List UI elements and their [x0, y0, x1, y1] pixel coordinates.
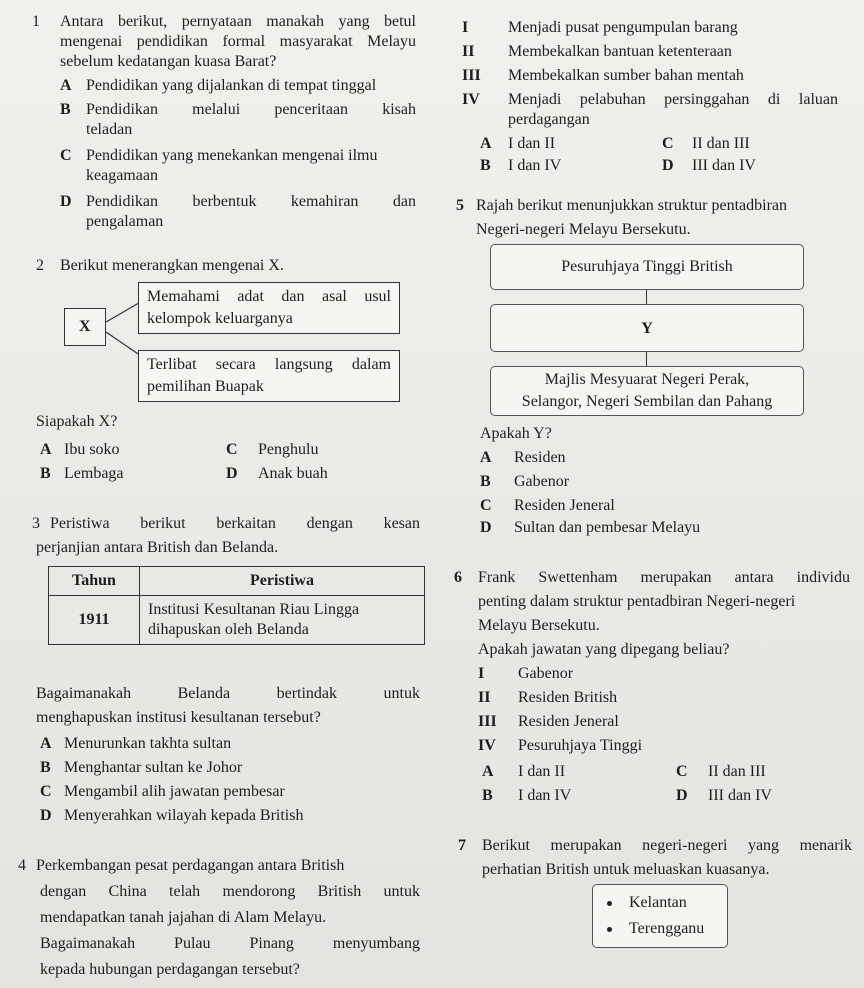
question-stem-line: kepada hubungan perdagangan tersebut? [40, 961, 300, 978]
statement-text: Gabenor [518, 665, 574, 682]
option-text: Pendidikan yang dijalankan di tempat tinggal [86, 77, 377, 94]
option-key: B [480, 473, 491, 490]
statement-num: II [478, 689, 491, 706]
statement-num: IV [462, 91, 480, 108]
bullet-icon [607, 927, 612, 932]
statement-text: Residen British [518, 689, 618, 706]
description-line: pemilihan Buapak [147, 378, 264, 395]
structure-label: Selangor, Negeri Sembilan dan Pahang [521, 393, 773, 410]
statement-num: III [462, 67, 481, 84]
statement-text: Residen Jeneral [518, 713, 619, 730]
question-number: 7 [458, 837, 466, 854]
option-key: B [60, 101, 71, 118]
question-number: 6 [454, 569, 462, 586]
statement-num: I [462, 19, 469, 36]
statement-num: II [462, 43, 475, 60]
question-stem-line: sebelum kedatangan kuasa Barat? [60, 53, 277, 70]
table-cell-event [140, 596, 425, 645]
option-text: II dan III [692, 135, 750, 152]
option-key: A [480, 135, 492, 152]
question-number: 4 [18, 857, 26, 874]
option-text: Residen [514, 449, 566, 466]
option-key: D [662, 157, 674, 174]
description-box-1 [138, 282, 400, 334]
bullet-icon [607, 901, 612, 906]
connector [646, 290, 647, 304]
option-key: D [60, 193, 72, 210]
option-key: A [40, 441, 52, 458]
states-box [592, 884, 728, 948]
question-stem-line: mengenai pendidikan formal masyarakat Melayu [60, 33, 416, 50]
statement-text: Menjadi pelabuhan persinggahan di laluan [508, 91, 838, 108]
question-stem-line: Rajah berikut menunjukkan struktur pentadbiran [476, 197, 788, 214]
option-text: Pendidikan melalui penceritaan kisah [86, 101, 416, 118]
option-key: A [60, 77, 72, 94]
option-text: I dan IV [508, 157, 562, 174]
option-text: Anak buah [258, 465, 328, 482]
option-key: C [676, 763, 688, 780]
option-text: III dan IV [708, 787, 772, 804]
structure-label: Pesuruhjaya Tinggi British [561, 258, 733, 275]
option-text: Lembaga [64, 465, 124, 482]
state-item: Kelantan [629, 894, 687, 911]
option-key: C [662, 135, 674, 152]
option-text: pengalaman [86, 213, 164, 230]
structure-box-bottom [490, 366, 804, 416]
option-key: B [480, 157, 491, 174]
option-text: Pendidikan yang menekankan mengenai ilmu [86, 147, 378, 164]
option-text: Menurunkan takhta sultan [64, 735, 232, 752]
statement-text: perdagangan [508, 111, 590, 128]
question-stem-line: Bagaimanakah Pulau Pinang menyumbang [40, 935, 420, 952]
statement-num: IV [478, 737, 496, 754]
structure-label: Majlis Mesyuarat Negeri Perak, [544, 371, 750, 388]
option-text: I dan II [518, 763, 566, 780]
option-key: D [226, 465, 238, 482]
question-stem-line: Apakah jawatan yang dipegang beliau? [478, 641, 730, 658]
option-text: Sultan dan pembesar Melayu [514, 519, 701, 536]
option-text: Residen Jeneral [514, 497, 615, 514]
statement-text: Membekalkan bantuan ketenteraan [508, 43, 732, 60]
option-text: Penghulu [258, 441, 319, 458]
option-key: B [482, 787, 493, 804]
option-text: Ibu soko [64, 441, 120, 458]
x-label: X [79, 318, 91, 335]
question-stem-line: perhatian British untuk meluaskan kuasanya. [482, 861, 770, 878]
option-text: III dan IV [692, 157, 756, 174]
option-key: D [40, 807, 52, 824]
option-text: Menyerahkan wilayah kepada British [64, 807, 304, 824]
question-number: 2 [36, 257, 44, 274]
question-stem-line: Melayu Bersekutu. [478, 617, 600, 634]
table-cell-year: 1911 [49, 596, 140, 645]
option-text: Mengambil alih jawatan pembesar [64, 783, 285, 800]
event-line: Institusi Kesultanan Riau Lingga [148, 601, 360, 618]
option-text: Pendidikan berbentuk kemahiran dan [86, 193, 416, 210]
description-line: Memahami adat dan asal usul [147, 288, 391, 305]
statement-text: Pesuruhjaya Tinggi [518, 737, 643, 754]
option-key: C [40, 783, 52, 800]
option-key: C [480, 497, 492, 514]
event-table [48, 566, 425, 645]
statement-num: I [478, 665, 485, 682]
description-line: kelompok keluarganya [147, 310, 293, 327]
question-stem-line: Frank Swettenham merupakan antara individu [478, 569, 850, 586]
option-key: D [676, 787, 688, 804]
question-stem-line: Perkembangan pesat perdagangan antara British [36, 857, 345, 874]
question-stem-line: mendapatkan tanah jajahan di Alam Melayu. [40, 909, 327, 926]
state-item: Terengganu [629, 920, 705, 937]
structure-box-top [490, 244, 804, 290]
connector [646, 352, 647, 366]
event-line: dihapuskan oleh Belanda [148, 621, 309, 638]
statement-text: Menjadi pusat pengumpulan barang [508, 19, 738, 36]
question-stem-line: Antara berikut, pernyataan manakah yang betul [60, 13, 416, 30]
option-key: B [40, 465, 51, 482]
option-text: I dan IV [518, 787, 572, 804]
question-stem-line: penting dalam struktur pentadbiran Negeri-negeri [478, 593, 796, 610]
option-key: C [60, 147, 72, 164]
question-number: 1 [32, 13, 40, 30]
option-text: Menghantar sultan ke Johor [64, 759, 243, 776]
question-stem-line: perjanjian antara British dan Belanda. [36, 539, 279, 556]
option-text: Gabenor [514, 473, 570, 490]
question-number: 3 [32, 515, 40, 532]
option-text: I dan II [508, 135, 556, 152]
question-stem-line: dengan China telah mendorong British untuk [40, 883, 420, 900]
description-line: Terlibat secara langsung dalam [147, 356, 391, 373]
structure-box-y [490, 304, 804, 352]
description-box-2 [138, 350, 400, 402]
x-box [64, 308, 106, 346]
option-key: C [226, 441, 238, 458]
statement-num: III [478, 713, 497, 730]
question-stem-line: Peristiwa berikut berkaitan dengan kesan [50, 515, 420, 532]
question-number: 5 [456, 197, 464, 214]
statement-text: Membekalkan sumber bahan mentah [508, 67, 744, 84]
option-key: B [40, 759, 51, 776]
option-text: II dan III [708, 763, 766, 780]
question-stem: Berikut menerangkan mengenai X. [60, 257, 284, 274]
option-text: keagamaan [86, 167, 158, 184]
question-prompt-line: Bagaimanakah Belanda bertindak untuk [36, 685, 420, 702]
structure-label-y: Y [641, 320, 653, 337]
option-key: A [482, 763, 494, 780]
question-stem-line: Negeri-negeri Melayu Bersekutu. [476, 221, 691, 238]
option-text: teladan [86, 121, 133, 138]
question-prompt: Apakah Y? [480, 425, 552, 442]
option-key: A [40, 735, 52, 752]
question-prompt-line: menghapuskan institusi kesultanan tersebut? [36, 709, 321, 726]
table-header: Peristiwa [140, 567, 425, 596]
table-header: Tahun [49, 567, 140, 596]
question-prompt: Siapakah X? [36, 413, 118, 430]
question-stem-line: Berikut merupakan negeri-negeri yang menarik [482, 837, 852, 854]
option-key: D [480, 519, 492, 536]
option-key: A [480, 449, 492, 466]
